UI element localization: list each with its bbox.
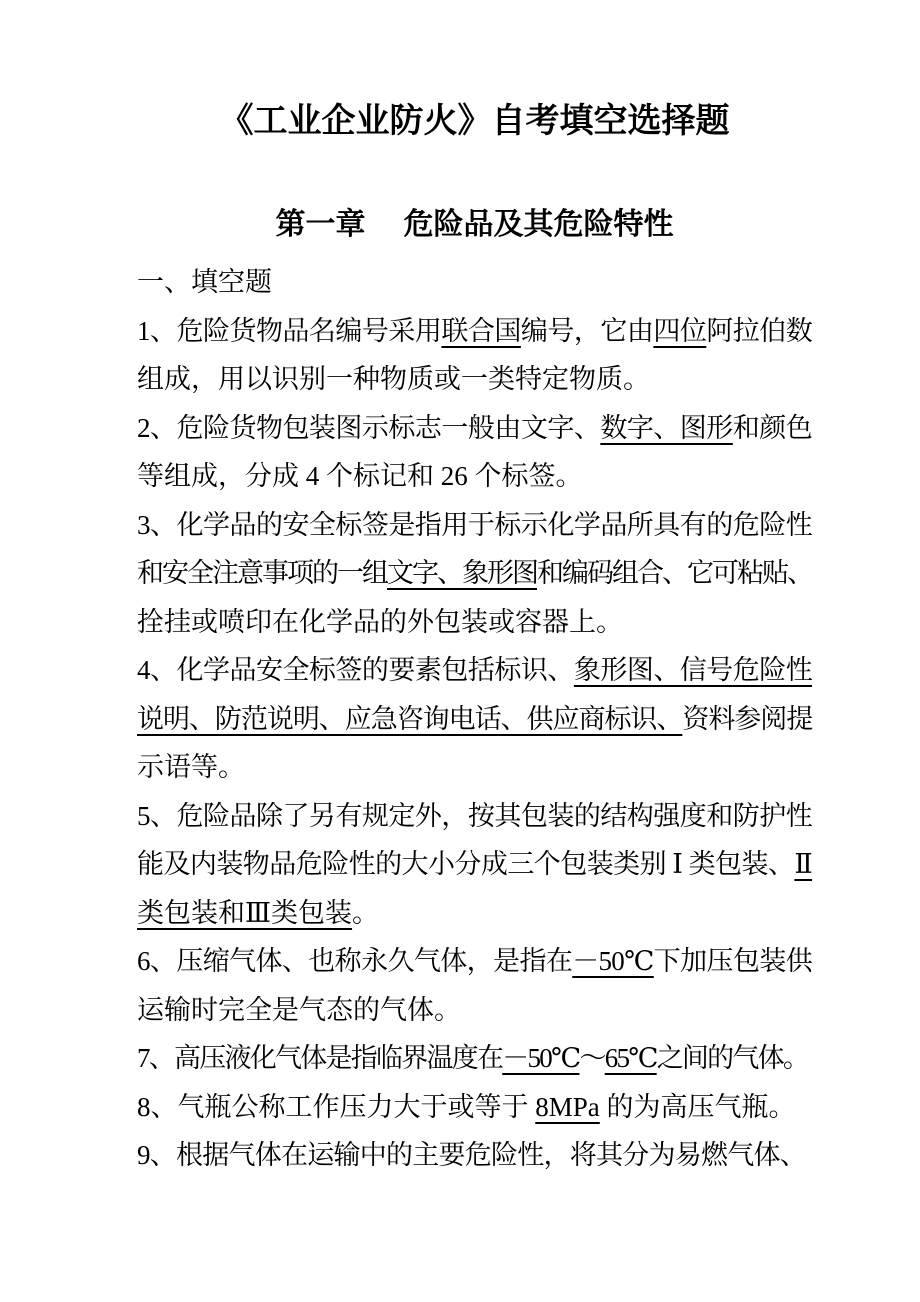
text-segment: 资料参阅提 [682, 703, 813, 734]
text-segment: 能及内装物品危险性的大小分成三个包装类别 Ⅰ 类包装、 [137, 849, 795, 879]
question-line [137, 355, 812, 404]
text-segment: 阿拉伯数 [706, 315, 813, 346]
text-segment: 下加压包装供 [653, 946, 813, 976]
text-segment: 编号，它由 [520, 315, 654, 346]
underlined-answer: －50℃ [502, 1043, 580, 1073]
text-segment: ～ [579, 1043, 605, 1073]
text-segment: 6、压缩气体、也称永久气体，是指在 [137, 946, 573, 976]
text-segment: 和安全注意事项的一组 [137, 558, 387, 588]
underlined-answer: 65℃ [604, 1043, 657, 1073]
text-segment: 1、危险货物品名编号采用 [137, 315, 442, 346]
underlined-answer: Ⅱ [794, 849, 812, 879]
text-segment: 8、气瓶公称工作压力大于或等于 [137, 1091, 536, 1122]
text-segment: 和颜色 [732, 412, 813, 443]
question-line [137, 598, 812, 647]
questions [137, 307, 812, 1180]
question-line [137, 937, 812, 986]
page-title: 《工业企业防火》自考填空选择题 [219, 103, 730, 140]
question-paragraph [137, 937, 812, 1034]
underlined-answer: －50℃ [572, 946, 654, 976]
question-line [137, 1083, 812, 1132]
question-paragraph [137, 792, 812, 938]
text-segment: 示语等。 [137, 752, 245, 782]
question-paragraph [137, 307, 812, 404]
text-segment: 之间的气体。 [656, 1043, 809, 1073]
text-segment: 3、化学品的安全标签是指用于标示化学品所具有的危险性 [137, 509, 812, 540]
section-heading: 一、填空题 [137, 267, 272, 297]
question-line [137, 986, 812, 1035]
text-segment: 2、危险货物包装图示标志一般由文字、 [137, 412, 601, 443]
question-paragraph [137, 1131, 812, 1180]
chapter-label: 第一章 [275, 208, 366, 241]
text-segment: 拴挂或喷印在化学品的外包装或容器上。 [137, 606, 623, 637]
question-line [137, 743, 812, 792]
text-segment: 和编码组合、它可粘贴、 [537, 558, 812, 588]
underlined-answer: 联合国 [441, 315, 521, 346]
question-paragraph [137, 646, 812, 792]
underlined-answer: 象形图、信号危险性 [573, 655, 813, 685]
question-line [137, 549, 812, 598]
question-line [137, 1034, 812, 1083]
chapter-title: 危险品及其危险特性 [403, 208, 674, 241]
question-paragraph [137, 1034, 812, 1083]
question-line [137, 695, 812, 744]
underlined-answer: 文字、象形图 [387, 558, 537, 588]
underlined-answer: 8MPa [535, 1091, 600, 1122]
underlined-answer: 四位 [653, 315, 707, 346]
question-line [137, 501, 812, 550]
text-segment: 5、危险品除了另有规定外，按其包装的结构强度和防护性 [137, 800, 812, 831]
text-segment: 组成，用以识别一种物质或一类特定物质。 [137, 364, 650, 394]
question-line [137, 646, 812, 695]
question-line [137, 840, 812, 889]
underlined-answer: 说明、防范说明、应急咨询电话、供应商标识、 [137, 703, 683, 734]
question-paragraph [137, 404, 812, 501]
question-line [137, 792, 812, 841]
question-line [137, 452, 812, 501]
question-line [137, 307, 812, 356]
text-segment: 4、化学品安全标签的要素包括标识、 [137, 655, 574, 685]
text-segment: 等组成，分成 4 个标记和 26 个标签。 [137, 461, 583, 491]
question-paragraph [137, 501, 812, 647]
question-line [137, 1131, 812, 1180]
text-segment: 。 [352, 897, 380, 928]
question-paragraph [137, 1083, 812, 1132]
underlined-answer: 类包装和Ⅲ类包装 [137, 897, 353, 928]
document-body [137, 258, 812, 1180]
text-segment: 运输时完全是气态的气体。 [137, 994, 461, 1025]
question-line [137, 889, 812, 938]
question-line [137, 404, 812, 453]
text-segment: 的为高压气瓶。 [599, 1091, 796, 1122]
text-segment: 7、高压液化气体是指临界温度在 [137, 1043, 503, 1073]
text-segment: 9、根据气体在运输中的主要危险性，将其分为易燃气体、 [137, 1140, 806, 1170]
chapter-heading [137, 202, 812, 248]
underlined-answer: 数字、图形 [600, 412, 733, 443]
